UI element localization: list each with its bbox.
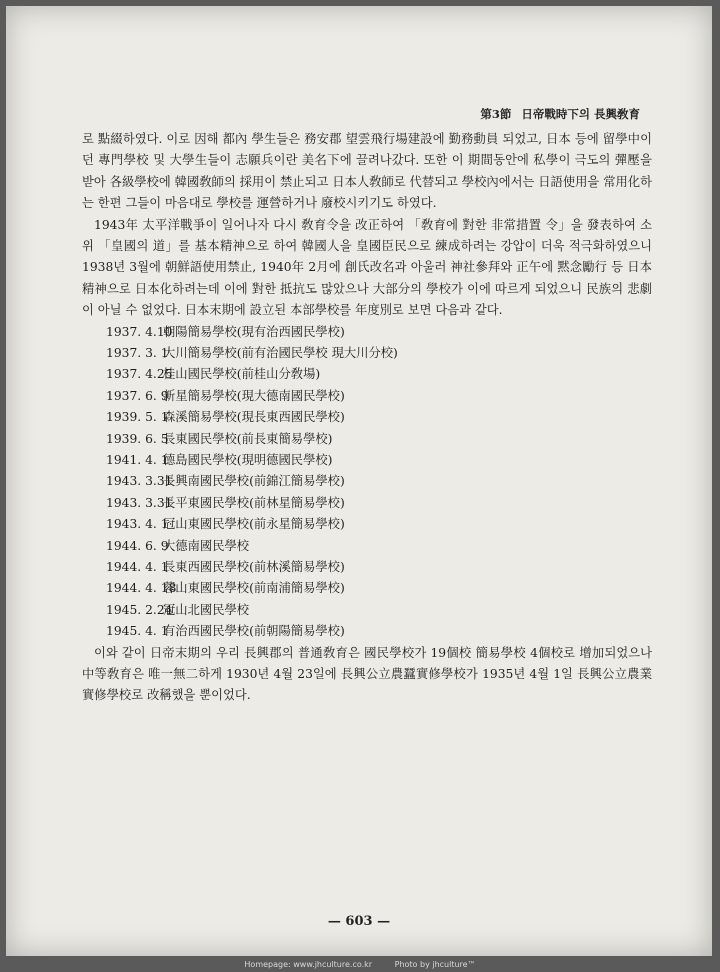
paragraph-1: 로 點綴하였다. 이로 因해 都內 學生들은 務安郡 望雲飛行場建設에 勤務動員 되었고, 日本 등에 留學中이던 專門學校 및 大學生들이 志願兵이란 美名下에 끌려나갔다. 또한 이 期間동안에 私學이 극도의 彈壓을 받아 各級學校에 韓國敎師의 採用이 禁止되고 日本人敎師로 代替되고 學校內에서는 日語使用을 常用化하는 한편 그들이 마음대로 學校를 運營하거나 廢校시키기도 하였다.	[82, 132, 652, 211]
school-name: 冠山東國民學校(前永星簡易學校)	[163, 517, 345, 532]
paragraph-2: 1943年 太平洋戰爭이 일어나자 다시 敎育令을 改正하여 「敎育에 對한 非常措置 令」을 發表하여 소위 「皇國의 道」를 基本精神으로 하여 韓國人을 皇國臣民으로 練成하려는 강압이 더욱 적극화하였으니 1938년 3월에 朝鮮語使用禁止, 1940年 2月에 創氏改名과 아울러 神社參拜와 正午에 黙念勵行 등 日本精神으로 日本化하려는데 이에 對한 抵抗도 많았으나 大部分의 學校가 이에 따르게 되었으니 民族의 悲劇이 아닐 수 없었다. 日本末期에 設立된 本部學校를 年度別로 보면 다음과 같다.	[82, 217, 652, 318]
footer-photo: Photo by jhculture™	[394, 960, 476, 969]
school-date: 1939. 6. 5	[106, 431, 169, 446]
school-name: 桂山國民學校(前桂山分敎場)	[163, 367, 321, 382]
school-date: 1945. 4. 1	[106, 624, 169, 639]
school-list-item	[82, 493, 652, 514]
school-list-item	[82, 322, 652, 343]
school-date: 1937. 4.25	[106, 367, 173, 382]
school-list-item	[82, 429, 652, 450]
school-name: 朝陽簡易學校(現有治西國民學校)	[163, 324, 345, 339]
body-text	[82, 129, 652, 707]
school-name: 森溪簡易學校(現長東西國民學校)	[163, 410, 345, 425]
school-name: 長東西國民學校(前林溪簡易學校)	[163, 559, 345, 574]
school-list-item	[82, 407, 652, 428]
school-date: 1943. 3.31	[106, 495, 173, 510]
school-date: 1937. 3. 1	[106, 346, 169, 361]
school-date: 1943. 4. 1	[106, 517, 169, 532]
school-name: 大川簡易學校(前有治國民學校 現大川分校)	[163, 346, 398, 361]
school-list-item	[82, 450, 652, 471]
school-list-item	[82, 536, 652, 557]
school-date: 1944. 6. 9	[106, 538, 169, 553]
school-list-item	[82, 364, 652, 385]
school-list-item	[82, 386, 652, 407]
school-date: 1937. 4.10	[106, 324, 173, 339]
school-date: 1939. 5. 1	[106, 410, 169, 425]
school-name: 長興南國民學校(前錦江簡易學校)	[163, 474, 345, 489]
school-list-item	[82, 557, 652, 578]
paragraph-3: 이와 같이 日帝末期의 우리 長興郡의 普通敎育은 國民學校가 19個校 簡易學校 4個校로 增加되었으나 中等敎育은 唯一無二하게 1930년 4월 23일에 長興公立農蠶實修學校가 1935년 4월 1일 長興公立農業實修學校로 改稱했을 뿐이었다.	[82, 645, 652, 703]
header-section: 第3節	[480, 107, 512, 121]
school-name: 德島國民學校(現明德國民學校)	[163, 453, 333, 467]
school-date: 1944. 4. 18	[106, 581, 177, 596]
school-date: 1937. 6. 9	[106, 388, 169, 403]
school-name: 新星簡易學校(現大德南國民學校)	[163, 388, 345, 403]
school-name: 大德南國民學校	[163, 538, 250, 553]
school-name: 長平東國民學校(前林星簡易學校)	[163, 495, 345, 510]
school-name: 蓉山東國民學校(前南浦簡易學校)	[163, 581, 345, 596]
school-list-item	[82, 621, 652, 642]
school-name: 長東國民學校(前長東簡易學校)	[163, 431, 333, 446]
school-list-item	[82, 578, 652, 599]
school-list-item	[82, 600, 652, 621]
header-title: 日帝戰時下의 長興敎育	[521, 107, 640, 121]
school-date: 1943. 3.31	[106, 474, 173, 489]
school-date: 1941. 4. 1	[106, 453, 169, 467]
photo-credit-footer	[0, 960, 720, 969]
footer-homepage: Homepage: www.jhculture.co.kr	[244, 960, 373, 969]
school-name: 有治西國民學校(前朝陽簡易學校)	[163, 624, 345, 639]
school-list	[82, 322, 652, 643]
school-list-item	[82, 514, 652, 535]
school-date: 1945. 2.24	[106, 602, 173, 617]
school-date: 1944. 4. 1	[106, 559, 169, 574]
running-header	[480, 106, 640, 122]
school-list-item	[82, 471, 652, 492]
school-list-item	[82, 343, 652, 364]
page-number: — 603 —	[327, 914, 391, 929]
book-page	[6, 6, 712, 956]
school-name: 冠山北國民學校	[163, 602, 250, 617]
